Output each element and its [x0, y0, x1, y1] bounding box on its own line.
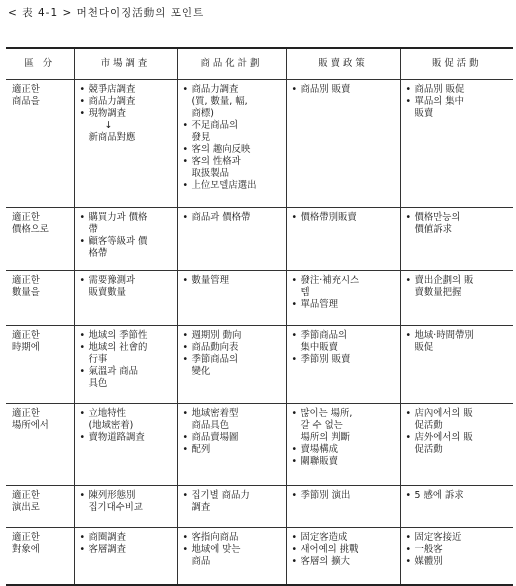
continuation-line: 商品具色	[191, 419, 230, 431]
cell-promotion	[400, 325, 513, 403]
bullet-item: • 一般客	[405, 544, 511, 556]
cell-market-research	[74, 325, 177, 403]
continuation-line: 販賣數量	[88, 286, 127, 298]
bullet-item: • 單品管理	[291, 299, 397, 311]
table-row	[6, 325, 513, 403]
row-label-line: 數量을	[12, 286, 40, 298]
bullet-item: • 季節別 販賣	[291, 354, 397, 366]
cell-item-list	[291, 212, 397, 224]
bullet-item: • 不足商品의	[182, 120, 283, 132]
bullet-item: • 地域의 季節性	[79, 330, 174, 342]
continuation-line: (地域密着)	[88, 419, 134, 431]
cell-item-list	[79, 275, 174, 299]
cell-promotion	[400, 79, 513, 207]
continuation-line: 促活動	[414, 443, 443, 455]
row-label	[6, 207, 74, 270]
bullet-item: • 賣出企劃의 販	[405, 275, 511, 287]
cell-item-list	[405, 275, 511, 299]
cell-market-research	[74, 207, 177, 270]
bullet-item: • 客層調査	[79, 544, 174, 556]
table-row	[6, 207, 513, 270]
continuation-line: 갈 수 없는	[300, 419, 343, 431]
table-row	[6, 403, 513, 485]
bullet-item: • 季節商品의	[291, 330, 397, 342]
cell-market-research	[74, 403, 177, 485]
row-label	[6, 79, 74, 207]
cell-item-list	[182, 84, 283, 192]
row-label-line: 適正한	[12, 489, 40, 501]
cell-item-list	[79, 532, 174, 556]
cell-merchandising-plan	[177, 270, 286, 325]
cell-sales-policy	[286, 207, 400, 270]
bullet-item: • 商品과 價格帶	[182, 212, 283, 224]
cell-item-list	[405, 212, 511, 236]
merchandising-table	[6, 47, 513, 586]
cell-sales-policy	[286, 403, 400, 485]
header-market-research: 市場調査	[74, 48, 177, 79]
cell-item-list	[182, 212, 283, 224]
cell-item-list	[182, 490, 283, 514]
bullet-item: • 配列	[182, 444, 283, 456]
continuation-line: 템	[300, 286, 310, 298]
bullet-item: • 客의 趣向反映	[182, 144, 283, 156]
bullet-item: • 媒體別	[405, 556, 511, 568]
bullet-item: • 關聯販賣	[291, 456, 397, 468]
cell-item-list	[405, 532, 511, 568]
bullet-item: • 집기별 商品力	[182, 490, 283, 502]
bullet-item: • 5 感에 訴求	[405, 490, 511, 502]
table-row	[6, 270, 513, 325]
cell-merchandising-plan	[177, 79, 286, 207]
arrow-line: ↓	[104, 119, 113, 131]
bullet-item: • 客指向商品	[182, 532, 283, 544]
table-caption: < 表 4-1 > 머천다이징活動의 포인트	[8, 7, 205, 19]
row-label-line: 適正한	[12, 83, 40, 95]
continuation-line: (質, 數量, 幅,	[191, 95, 248, 107]
header-promotion: 販促活動	[400, 48, 513, 79]
cell-item-list	[79, 330, 174, 390]
cell-sales-policy	[286, 325, 400, 403]
cell-sales-policy	[286, 270, 400, 325]
cell-item-list	[291, 330, 397, 366]
row-label	[6, 485, 74, 527]
row-label-line: 適正한	[12, 211, 40, 223]
cell-promotion	[400, 527, 513, 585]
bullet-item: • 地域에 맞는	[182, 544, 283, 556]
continuation-line: 價値訴求	[414, 223, 453, 235]
cell-item-list	[182, 330, 283, 378]
bullet-item: • 商品動向表	[182, 342, 283, 354]
cell-merchandising-plan	[177, 403, 286, 485]
row-label-line: 適正한	[12, 407, 40, 419]
continuation-line: 行事	[88, 353, 108, 365]
bullet-item: • 商品別 販賣	[291, 84, 397, 96]
table-row	[6, 527, 513, 585]
continuation-line: 具色	[88, 377, 108, 389]
continuation-line: 集中販賣	[300, 341, 339, 353]
continuation-line: 變化	[191, 365, 211, 377]
header-merchandising-plan: 商品化計劃	[177, 48, 286, 79]
bullet-item: • 地域·時間帶別	[405, 330, 511, 342]
row-label-line: 對象에	[12, 543, 40, 555]
bullet-item: • 賣物道路調査	[79, 432, 174, 444]
continuation-line: 商標)	[191, 107, 214, 119]
continuation-line: 賣數量把握	[414, 286, 462, 298]
continuation-line: 販促	[414, 341, 434, 353]
bullet-item: • 季節商品의	[182, 354, 283, 366]
cell-market-research	[74, 485, 177, 527]
cell-promotion	[400, 403, 513, 485]
cell-promotion	[400, 207, 513, 270]
cell-item-list	[182, 275, 283, 287]
cell-sales-policy	[286, 485, 400, 527]
bullet-item: • 價格帶別販賣	[291, 212, 397, 224]
bullet-item: • 商品力調査	[79, 96, 174, 108]
row-label-line: 適正한	[12, 329, 40, 341]
bullet-item: • 새어예의 挑戰	[291, 544, 397, 556]
bullet-item: • 立地特性	[79, 408, 174, 420]
continuation-line: 商品	[191, 555, 211, 567]
continuation-line: 調査	[191, 501, 211, 513]
continuation-line: 取扱製品	[191, 167, 230, 179]
row-label	[6, 403, 74, 485]
row-label-line: 適正한	[12, 274, 40, 286]
continuation-line: 帶	[88, 223, 98, 235]
continuation-line: 發見	[191, 131, 211, 143]
cell-item-list	[405, 408, 511, 456]
table-body	[6, 79, 513, 585]
cell-sales-policy	[286, 79, 400, 207]
bullet-item: • 固定客造成	[291, 532, 397, 544]
bullet-item: • 陳列形態別	[79, 490, 174, 502]
bullet-item: • 地域密着型	[182, 408, 283, 420]
cell-item-list	[405, 84, 511, 120]
bullet-item: • 店內에서의 販	[405, 408, 511, 420]
cell-item-list	[79, 408, 174, 444]
bullet-item: • 商品力調査	[182, 84, 283, 96]
cell-sales-policy	[286, 527, 400, 585]
bullet-item: • 上位모델店選出	[182, 180, 283, 192]
continuation-line: 格帶	[88, 247, 108, 259]
cell-item-list	[79, 212, 174, 260]
row-label-line: 時期에	[12, 341, 40, 353]
continuation-line: 場所의 判斷	[300, 431, 351, 443]
cell-market-research	[74, 79, 177, 207]
cell-merchandising-plan	[177, 527, 286, 585]
bullet-item: • 發注·補充시스	[291, 275, 397, 287]
bullet-item: • 많이는 場所,	[291, 408, 397, 420]
bullet-item: • 商品別 販促	[405, 84, 511, 96]
row-label-line: 適正한	[12, 531, 40, 543]
cell-item-list	[291, 532, 397, 568]
cell-item-list	[291, 490, 397, 502]
table-row	[6, 79, 513, 207]
bullet-item: • 店外에서의 販	[405, 432, 511, 444]
cell-promotion	[400, 485, 513, 527]
row-label-line: 場所에서	[12, 419, 49, 431]
row-label-line: 演出로	[12, 501, 40, 513]
cell-item-list	[79, 84, 174, 144]
bullet-item: • 氣溫과 商品	[79, 366, 174, 378]
header-category: 區 分	[6, 48, 74, 79]
continuation-line: 販賣	[414, 107, 434, 119]
bullet-item: • 購買力과 價格	[79, 212, 174, 224]
cell-item-list	[405, 490, 511, 502]
bullet-item: • 週期別 動向	[182, 330, 283, 342]
cell-market-research	[74, 527, 177, 585]
continuation-line: 집기대수비교	[88, 501, 143, 513]
bullet-item: • 商圈調査	[79, 532, 174, 544]
cell-item-list	[79, 490, 174, 514]
row-label-line: 價格으로	[12, 223, 49, 235]
cell-item-list	[291, 275, 397, 311]
row-label	[6, 270, 74, 325]
table-row	[6, 485, 513, 527]
bullet-item: • 地域의 社會的	[79, 342, 174, 354]
bullet-item: • 顧客等級과 價	[79, 236, 174, 248]
bullet-item: • 固定客接近	[405, 532, 511, 544]
continuation-line: 促活動	[414, 419, 443, 431]
bullet-item: • 商品賣場圖	[182, 432, 283, 444]
continuation-line: 新商品對應	[88, 131, 136, 143]
bullet-item: • 賣場構成	[291, 444, 397, 456]
row-label	[6, 325, 74, 403]
bullet-item: • 客의 性格과	[182, 156, 283, 168]
bullet-item: • 單品의 集中	[405, 96, 511, 108]
cell-market-research	[74, 270, 177, 325]
bullet-item: • 季節別 演出	[291, 490, 397, 502]
row-label-line: 商品을	[12, 95, 40, 107]
bullet-item: • 需要豫測과	[79, 275, 174, 287]
cell-item-list	[405, 330, 511, 354]
row-label	[6, 527, 74, 585]
bullet-item: • 現物調査	[79, 108, 174, 120]
table-header	[6, 48, 513, 79]
cell-item-list	[182, 532, 283, 568]
cell-item-list	[182, 408, 283, 456]
bullet-item: • 數量管理	[182, 275, 283, 287]
header-sales-policy: 販賣政策	[286, 48, 400, 79]
bullet-item: • 客層의 擴大	[291, 556, 397, 568]
cell-item-list	[291, 84, 397, 96]
bullet-item: • 價格만능의	[405, 212, 511, 224]
cell-item-list	[291, 408, 397, 468]
cell-merchandising-plan	[177, 485, 286, 527]
bullet-item: • 競爭店調査	[79, 84, 174, 96]
cell-merchandising-plan	[177, 325, 286, 403]
cell-merchandising-plan	[177, 207, 286, 270]
cell-promotion	[400, 270, 513, 325]
